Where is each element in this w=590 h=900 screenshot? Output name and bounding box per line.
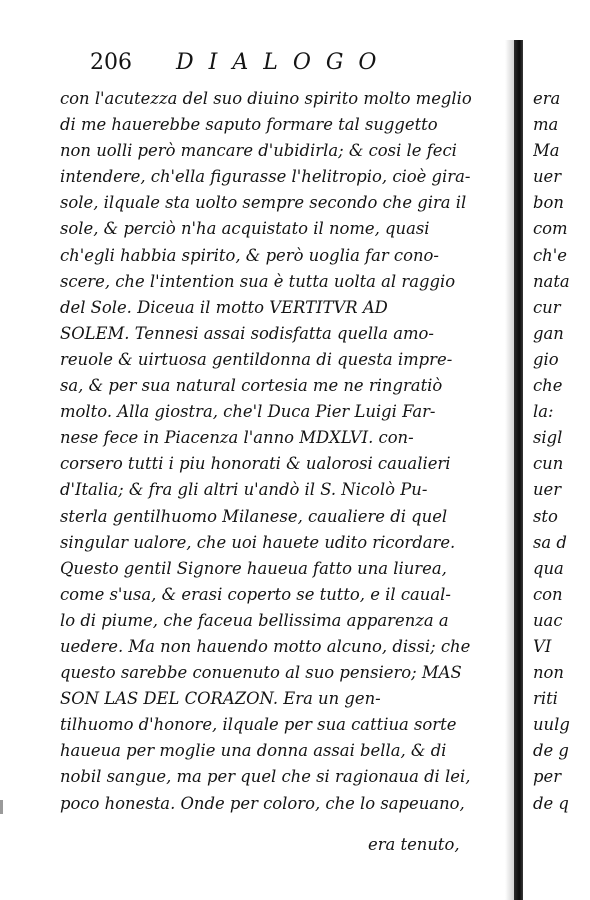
facing-text-line: sa d (533, 532, 567, 552)
facing-text-line: cur (533, 297, 561, 317)
page-header (90, 50, 391, 86)
text-line: SON LAS DEL CORAZON. Era un gen- (60, 689, 381, 709)
text-line: singular ualore, che uoi hauete udito ricordare. (60, 532, 456, 552)
facing-text-line: gio (533, 349, 559, 369)
facing-text-line: de g (533, 741, 569, 761)
text-line: lo di piume, che faceua bellissima apparenza a (60, 610, 449, 630)
gutter-shadow (505, 40, 514, 900)
facing-text-line: uulg (533, 715, 570, 735)
facing-text-line: la: (533, 402, 554, 422)
facing-text-line: riti (533, 689, 558, 709)
text-line: sole, ilquale sta uolto sempre secondo che gira il (60, 193, 467, 213)
facing-text-line: Ma (533, 141, 560, 161)
text-line: haueua per moglie una donna assai bella, & di (60, 741, 447, 761)
facing-text-line: gan (533, 323, 564, 343)
text-line: d'Italia; & fra gli altri u'andò il S. Nicolò Pu- (60, 480, 428, 500)
text-line: di me hauerebbe saputo formare tal suggetto (60, 115, 438, 135)
book-gutter (514, 40, 523, 900)
text-line: poco honesta. Onde per coloro, che lo sapeuano, (60, 793, 465, 813)
text-line: nese fece in Piacenza l'anno MDXLVI. con- (60, 428, 414, 448)
body-text (60, 86, 492, 817)
facing-page-edge (533, 86, 590, 817)
text-line: sa, & per sua natural cortesia me ne ringratiò (60, 376, 443, 396)
text-line: non uolli però mancare d'ubidirla; & cosi le feci (60, 141, 457, 161)
text-line: reuole & uirtuosa gentildonna di questa impre- (60, 349, 453, 369)
facing-text-line: VI (533, 636, 552, 656)
text-line: Questo gentil Signore haueua fatto una liurea, (60, 558, 447, 578)
facing-text-line: ma (533, 115, 559, 135)
facing-text-line: uac (533, 610, 563, 630)
text-line: uedere. Ma non hauendo motto alcuno, dissi; che (60, 636, 471, 656)
facing-text-line: cun (533, 454, 564, 474)
facing-text-line: che (533, 376, 563, 396)
text-line: molto. Alla giostra, che'l Duca Pier Luigi Far- (60, 402, 436, 422)
facing-text-line: per (533, 767, 562, 787)
facing-text-line: com (533, 219, 568, 239)
text-line: come s'usa, & erasi coperto se tutto, e il caual- (60, 584, 451, 604)
facing-text-line: bon (533, 193, 564, 213)
facing-text-line: sigl (533, 428, 563, 448)
running-title: DIALOGO (176, 50, 392, 75)
page-number: 206 (90, 50, 132, 75)
text-line: sole, & perciò n'ha acquistato il nome, quasi (60, 219, 430, 239)
margin-mark (0, 800, 3, 814)
facing-text-line: con (533, 584, 563, 604)
facing-text-line: non (533, 663, 564, 683)
catchword: era tenuto, (368, 835, 460, 854)
facing-text-line: de q (533, 793, 569, 813)
facing-text-line: sto (533, 506, 558, 526)
text-line: intendere, ch'ella figurasse l'helitropio, cioè gira- (60, 167, 471, 187)
text-line: del Sole. Diceua il motto VERTITVR AD (60, 297, 388, 317)
text-line: ch'egli habbia spirito, & però uoglia far cono- (60, 245, 439, 265)
text-line: tilhuomo d'honore, ilquale per sua cattiua sorte (60, 715, 457, 735)
facing-text-line: era (533, 89, 561, 108)
text-line: questo sarebbe conuenuto al suo pensiero; MAS (60, 663, 462, 683)
text-line: nobil sangue, ma per quel che si ragionaua di lei, (60, 767, 471, 787)
facing-text-line: qua (533, 558, 564, 578)
facing-text-line: uer (533, 480, 562, 500)
facing-text-line: uer (533, 167, 562, 187)
text-line: SOLEM. Tennesi assai sodisfatta quella amo- (60, 323, 434, 343)
text-line: scere, che l'intention sua è tutta uolta al raggio (60, 271, 456, 291)
text-line: corsero tutti i piu honorati & ualorosi caualieri (60, 454, 451, 474)
facing-text-line: ch'e (533, 245, 567, 265)
facing-text-line: nata (533, 271, 570, 291)
text-line: con l'acutezza del suo diuino spirito molto meglio (60, 89, 472, 108)
text-line: sterla gentilhuomo Milanese, caualiere di quel (60, 506, 448, 526)
